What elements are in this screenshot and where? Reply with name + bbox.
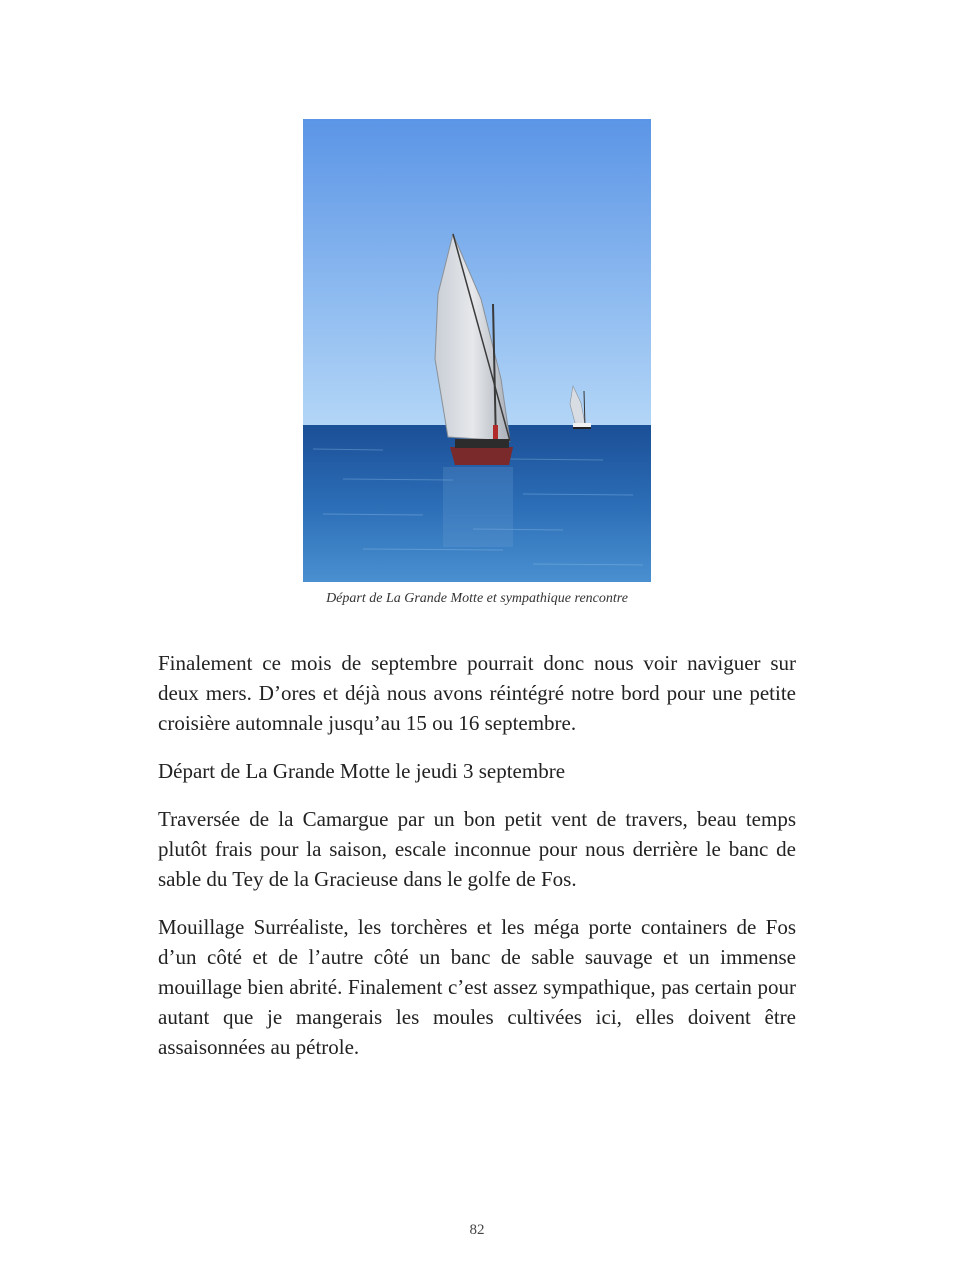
- figure-caption: Départ de La Grande Motte et sympathique rencontre: [326, 591, 628, 606]
- sailboats-at-sea-photo: [303, 119, 651, 582]
- page-number: 82: [469, 1222, 485, 1238]
- boat-reflection: [443, 467, 513, 547]
- paragraph: Départ de La Grande Motte le jeudi 3 septembre: [158, 759, 566, 783]
- body-text: [158, 648, 796, 1080]
- paragraph: Traversée de la Camargue par un bon petit vent de travers, beau temps plutôt frais pour la saison, escale inconnue pour nous derrière le banc de sable du Tey de la Gracieuse dans le golfe de Fos.: [158, 807, 796, 891]
- paragraph: Mouillage Surréaliste, les torchères et les méga porte containers de Fos d’un côté et de l’autre côté un banc de sable sauvage et un immense mouillage bien abrité. Finalement c’est assez sympathique, pas certain pour autant que je mangerais les moules cultivées ici, elles doivent être assaisonnées au pétrole.: [158, 915, 796, 1059]
- sailboats-photo: [303, 119, 651, 582]
- paragraph: Finalement ce mois de septembre pourrait donc nous voir naviguer sur deux mers. D’ores et déjà nous avons réintégré notre bord pour une petite croisière automnale jusqu’au 15 ou 16 septembre.: [158, 651, 796, 735]
